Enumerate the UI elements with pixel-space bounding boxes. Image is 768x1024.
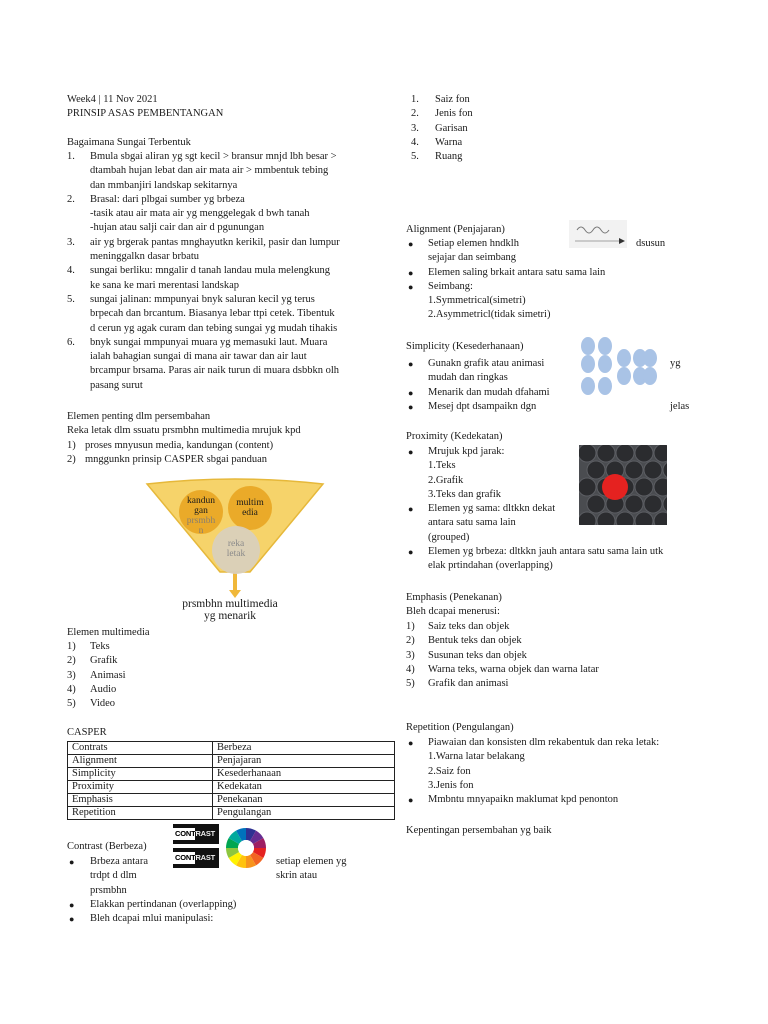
list-item: 4. Warna bbox=[411, 136, 463, 148]
list-item: 4. sungai berliku: mngalir d tanah landau mula melengkung bbox=[67, 265, 330, 277]
emphasis-heading: Emphasis (Penekanan) bbox=[406, 592, 502, 603]
elemen-list bbox=[67, 439, 387, 468]
list-item: 2. Jenis fon bbox=[411, 108, 473, 120]
list-item: 1) proses mnyusun media, kandungan (content) bbox=[67, 440, 274, 451]
emphasis-subheading: Bleh dcapai menerusi: bbox=[406, 606, 500, 617]
contrast-heading: Contrast (Berbeza) bbox=[67, 841, 147, 852]
list-item: 5) Grafik dan animasi bbox=[406, 678, 509, 690]
list-item: 3. Garisan bbox=[411, 122, 468, 134]
table-row: Emphasis Penekanan bbox=[68, 794, 395, 807]
river-heading: Bagaimana Sungai Terbentuk bbox=[67, 137, 191, 148]
list-item: ● Elemen yg brbeza: dltkkn jauh antara satu sama lain utk bbox=[408, 546, 664, 558]
list-item: 2) Grafik bbox=[67, 655, 118, 667]
list-item: ● Piawaian dan konsisten dlm rekabentuk dan reka letak: bbox=[408, 737, 660, 748]
list-item: ● Brbeza antara setiap elemen yg bbox=[69, 856, 347, 867]
elemen-subheading: Reka letak dlm ssuatu prsmbhn multimedia mrujuk kpd bbox=[67, 425, 301, 436]
funnel-arrow bbox=[229, 572, 241, 598]
repetition-list: ● Piawaian dan konsisten dlm rekabentuk dan reka letak: 1.Warna latar belakang 2.Saiz fon 3.Jenis fon ● Mmbntu mnyapaikn maklumat kpd penonton bbox=[406, 736, 706, 807]
list-item: 3. air yg brgerak pantas mnghayutkn kerikil, pasir dan lumpur bbox=[67, 236, 340, 248]
table-row: Proximity Kedekatan bbox=[68, 781, 395, 794]
kepentingan-heading: Kepentingan persembahan yg baik bbox=[406, 825, 552, 836]
list-item: ● Elemen saling brkait antara satu sama lain bbox=[408, 266, 606, 278]
week-date: Week4 | 11 Nov 2021 bbox=[67, 94, 158, 105]
elemen-heading: Elemen penting dlm persembahan bbox=[67, 411, 211, 422]
table-row: Alignment Penjajaran bbox=[68, 755, 395, 768]
list-item: 3) Animasi bbox=[67, 669, 126, 681]
alignment-list: ● Setiap elemen hndklh dsusun sejajar dan seimbang ● Elemen saling brkait antara satu sama lain ● Seimbang: 1.Symmetrical(simetri) 2.Asymmetricl(tidak simetri) bbox=[406, 237, 706, 323]
list-item: ● Gunakn grafik atau animasi yg bbox=[408, 358, 681, 369]
river-list: 1. Bmula sbgai aliran yg sgt kecil > bransur mnjd lbh besar > dtambah hujan lebat dan air mata air > mmbentuk tebing dan mmbanjiri landskap sekitarnya 2. Brasal: dari plbgai sumber yg brbeza -tasik atau air mata air yg menggelegak d bwh tanah -hujan atau salji cair dan air d pgunungan 3. air yg brgerak pantas mnghayutkn kerikil, pasir dan lumpur meninggalkn dasar brbatu 4. sungai berliku: mngalir d tanah landau mula melengkung ke sana ke mari merentasi landskap 5. sungai jalinan: mmpunyai bnyk saluran kecil yg terus brpecah dan brcantum. Biasanya lebar ttpi cetek. Tibentuk d cerun yg agak curam dan tebing sungai yg mudah tihakis 6. bnyk sungai mmpunyai muara yg memasuki laut. Muara ialah bahagian sungai di mana air tawar dan air laut brcampur brsama. Paras air naik turun di muara dsbbkn olh pasang surut bbox=[67, 150, 387, 393]
list-item: 1) Teks bbox=[67, 641, 110, 652]
multimedia-heading: Elemen multimedia bbox=[67, 627, 150, 638]
list-item: 2. Brasal: dari plbgai sumber yg brbeza bbox=[67, 193, 245, 205]
casper-table bbox=[67, 741, 395, 820]
list-item: 3) Susunan teks dan objek bbox=[406, 649, 527, 661]
top-numbered-list bbox=[411, 93, 611, 164]
list-item: 5. Ruang bbox=[411, 151, 463, 163]
list-item: 2) mnggunkn prinsip CASPER sbgai panduan bbox=[67, 454, 268, 466]
list-item: 5. sungai jalinan: mmpunyai bnyk saluran kecil yg terus bbox=[67, 293, 315, 305]
emphasis-list bbox=[406, 620, 706, 691]
table-row: Repetition Pengulangan bbox=[68, 807, 395, 820]
contrast-image-2: CONTRAST bbox=[173, 848, 219, 868]
repetition-heading: Repetition (Pengulangan) bbox=[406, 722, 514, 733]
list-item: ● Setiap elemen hndklh dsusun bbox=[408, 238, 666, 249]
list-item: ● Menarik dan mudah dfahami bbox=[408, 386, 550, 398]
list-item: ● Bleh dcapai mlui manipulasi: bbox=[69, 913, 214, 925]
oval-shape bbox=[581, 337, 595, 355]
funnel-label-multimedia: multim edia bbox=[236, 498, 264, 518]
page-title: PRINSIP ASAS PEMBENTANGAN bbox=[67, 108, 224, 119]
proximity-heading: Proximity (Kedekatan) bbox=[406, 431, 503, 442]
list-item: ● Elemen yg sama: dltkkn dekat bbox=[408, 503, 556, 515]
list-item: ● Mmbntu mnyapaikn maklumat kpd penonton bbox=[408, 794, 619, 806]
table-row: Contrats Berbeza bbox=[68, 742, 395, 755]
list-item: 6. bnyk sungai mmpunyai muara yg memasuki laut. Muara bbox=[67, 336, 328, 348]
alignment-heading: Alignment (Penjajaran) bbox=[406, 224, 505, 235]
list-item: 4) Audio bbox=[67, 683, 117, 695]
casper-heading: CASPER bbox=[67, 727, 107, 738]
funnel-label-reka-letak: reka letak bbox=[226, 539, 246, 559]
list-item: ● Seimbang: bbox=[408, 280, 473, 292]
list-item: 1. Bmula sbgai aliran yg sgt kecil > bransur mnjd lbh besar > bbox=[67, 151, 337, 162]
proximity-list: ● Mrujuk kpd jarak: 1.Teks 2.Grafik 3.Teks dan grafik ● Elemen yg sama: dltkkn dekat antara satu sama lain (grouped) ● Elemen yg brbeza: dltkkn jauh antara satu sama lain utk elak prtindahan (overlapping) bbox=[406, 445, 706, 574]
table-row: Simplicity Kesederhanaan bbox=[68, 768, 395, 781]
list-item: ● Elakkan pertindanan (overlapping) bbox=[69, 898, 237, 910]
contrast-image-1: CONTRAST bbox=[173, 824, 219, 844]
list-item: ● Mrujuk kpd jarak: bbox=[408, 446, 505, 457]
contrast-list: ● Brbeza antara setiap elemen yg trdpt d dlm skrin atau prsmbhn ● Elakkan pertindanan (overlapping) ● Bleh dcapai mlui manipulasi: bbox=[67, 855, 387, 926]
multimedia-list bbox=[67, 640, 267, 711]
simplicity-heading: Simplicity (Kesederhanaan) bbox=[406, 341, 524, 352]
simplicity-list: ● Gunakn grafik atau animasi yg mudah dan ringkas ● Menarik dan mudah dfahami ● Mesej dpt dsampaikn dgn jelas bbox=[406, 357, 706, 414]
list-item: 1) Saiz teks dan objek bbox=[406, 621, 510, 632]
funnel-output-label: prsmbhn multimedia yg menarik bbox=[182, 598, 278, 622]
oval-shape bbox=[598, 337, 612, 355]
list-item: ● Mesej dpt dsampaikn dgn jelas bbox=[408, 400, 690, 412]
list-item: 4) Warna teks, warna objek dan warna latar bbox=[406, 663, 599, 675]
list-item: 1. Saiz fon bbox=[411, 94, 470, 105]
list-item: 2) Bentuk teks dan objek bbox=[406, 635, 522, 647]
list-item: 5) Video bbox=[67, 698, 116, 710]
funnel-label-kandungan: kandun gan prsmbh n bbox=[186, 496, 216, 536]
